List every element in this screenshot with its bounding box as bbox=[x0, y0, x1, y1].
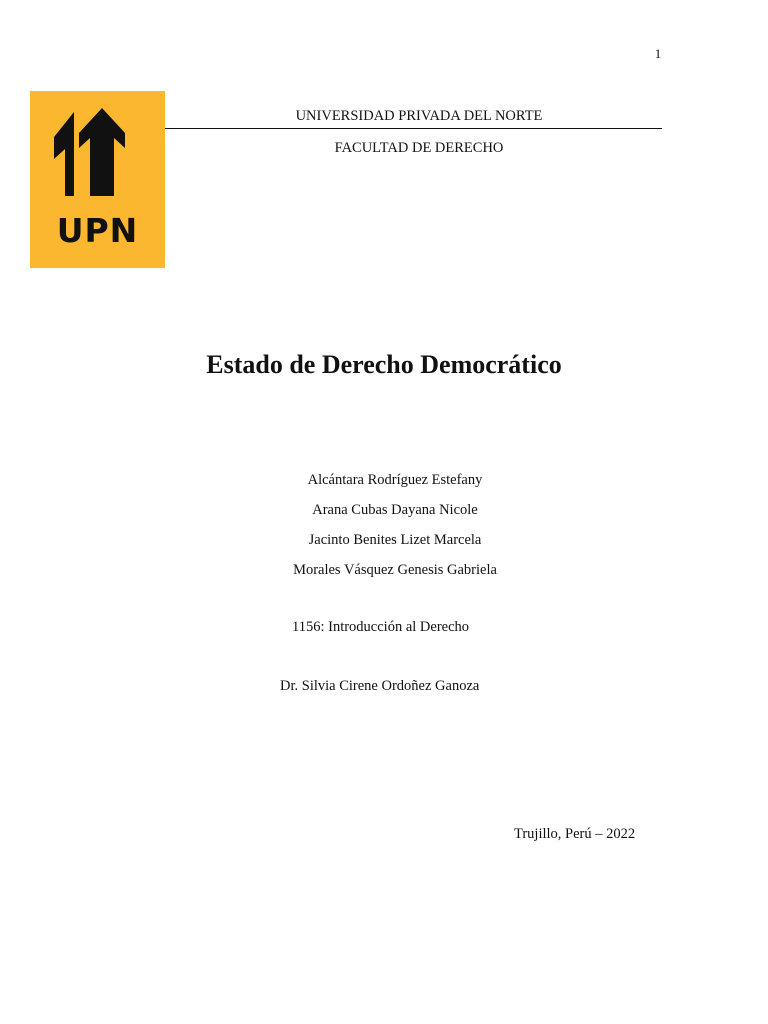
logo-text: UPN bbox=[56, 211, 139, 250]
course-name: 1156: Introducción al Derecho bbox=[292, 619, 470, 635]
university-name: UNIVERSIDAD PRIVADA DEL NORTE bbox=[295, 108, 543, 124]
upn-logo bbox=[30, 91, 165, 268]
faculty-name: FACULTAD DE DERECHO bbox=[334, 140, 504, 156]
document-title: Estado de Derecho Democrático bbox=[206, 350, 562, 379]
page-number: 1 bbox=[654, 46, 662, 61]
author-list bbox=[0, 469, 768, 589]
place-and-date: Trujillo, Perú – 2022 bbox=[514, 826, 636, 842]
author-name: Morales Vásquez Genesis Gabriela bbox=[293, 562, 497, 578]
author-name: Jacinto Benites Lizet Marcela bbox=[308, 532, 482, 548]
author-name: Alcántara Rodríguez Estefany bbox=[307, 472, 483, 488]
header-rule bbox=[165, 128, 662, 129]
professor-name: Dr. Silvia Cirene Ordoñez Ganoza bbox=[280, 678, 480, 694]
author-name: Arana Cubas Dayana Nicole bbox=[312, 502, 478, 518]
